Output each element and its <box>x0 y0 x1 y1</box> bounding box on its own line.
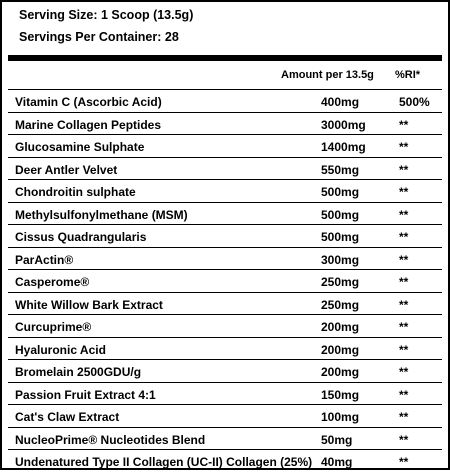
ingredient-name: Curcuprime® <box>15 320 92 334</box>
ingredient-ri: ** <box>399 117 409 132</box>
table-row <box>8 360 442 383</box>
ingredient-ri: ** <box>399 297 409 312</box>
ingredient-ri: ** <box>399 455 409 469</box>
ingredient-amount: 400mg <box>321 95 360 109</box>
ingredient-ri: ** <box>399 207 409 222</box>
ingredient-ri: ** <box>399 320 409 334</box>
ingredient-amount: 500mg <box>321 230 360 244</box>
table-row <box>8 225 442 248</box>
ingredient-name: NucleoPrime® Nucleotides Blend <box>15 432 206 447</box>
ingredient-name: Methylsulfonylmethane (MSM) <box>15 207 188 222</box>
table-row <box>8 405 442 428</box>
thick-divider <box>8 55 442 61</box>
ingredient-amount: 250mg <box>321 297 360 312</box>
table-row <box>8 248 442 271</box>
ingredient-table <box>8 90 442 472</box>
ingredient-amount: 200mg <box>321 365 360 379</box>
ingredient-amount: 150mg <box>321 387 360 402</box>
ingredient-ri: 500% <box>399 95 430 109</box>
ingredient-amount: 1400mg <box>321 140 366 154</box>
ingredient-amount: 300mg <box>321 252 360 267</box>
amount-column-header: Amount per 13.5g <box>281 69 374 81</box>
table-row <box>8 113 442 136</box>
ingredient-amount: 100mg <box>321 410 360 424</box>
ingredient-ri: ** <box>399 432 409 447</box>
ingredient-ri: ** <box>399 410 409 424</box>
ingredient-amount: 550mg <box>321 162 360 177</box>
ingredient-ri: ** <box>399 252 409 267</box>
table-row <box>8 383 442 406</box>
ri-column-header: %RI* <box>395 69 421 81</box>
ingredient-ri: ** <box>399 365 409 379</box>
ingredient-name: ParActin® <box>15 252 74 267</box>
ingredient-ri: ** <box>399 275 409 289</box>
ingredient-ri: ** <box>399 230 409 244</box>
ingredient-name: Deer Antler Velvet <box>15 162 118 177</box>
ingredient-ri: ** <box>399 342 409 357</box>
ingredient-amount: 40mg <box>321 455 353 469</box>
table-row <box>8 338 442 361</box>
table-row <box>8 315 442 338</box>
ingredient-name: Hyaluronic Acid <box>15 342 106 357</box>
ingredient-name: Passion Fruit Extract 4:1 <box>15 387 156 402</box>
ingredient-name: Undenatured Type II Collagen (UC-II) Collagen (25%) <box>15 455 313 469</box>
ingredient-amount: 50mg <box>321 432 353 447</box>
ingredient-name: Vitamin C (Ascorbic Acid) <box>15 95 162 109</box>
table-row <box>8 135 442 158</box>
ingredient-amount: 500mg <box>321 185 360 199</box>
table-row <box>8 293 442 316</box>
table-row <box>8 203 442 226</box>
ingredient-name: Casperome® <box>15 275 90 289</box>
ingredient-name: Bromelain 2500GDU/g <box>15 365 142 379</box>
ingredient-name: Marine Collagen Peptides <box>15 117 162 132</box>
table-row <box>8 428 442 451</box>
ingredient-amount: 500mg <box>321 207 360 222</box>
ingredient-amount: 250mg <box>321 275 360 289</box>
ingredient-amount: 3000mg <box>321 117 366 132</box>
table-row <box>8 158 442 181</box>
ingredient-ri: ** <box>399 185 409 199</box>
ingredient-ri: ** <box>399 387 409 402</box>
ingredient-amount: 200mg <box>321 342 360 357</box>
table-row <box>8 270 442 293</box>
ingredient-name: Chondroitin sulphate <box>15 185 136 199</box>
ingredient-ri: ** <box>399 140 409 154</box>
ingredient-name: Glucosamine Sulphate <box>15 140 145 154</box>
ingredient-amount: 200mg <box>321 320 360 334</box>
ingredient-name: White Willow Bark Extract <box>15 297 163 312</box>
ingredient-name: Cat's Claw Extract <box>15 410 120 424</box>
serving-size: Serving Size: 1 Scoop (13.5g) <box>19 8 194 22</box>
table-row <box>8 180 442 203</box>
table-row <box>8 450 442 472</box>
ingredient-name: Cissus Quadrangularis <box>15 230 147 244</box>
ingredient-ri: ** <box>399 162 409 177</box>
table-row <box>8 90 442 113</box>
servings-per-container: Servings Per Container: 28 <box>19 30 179 44</box>
